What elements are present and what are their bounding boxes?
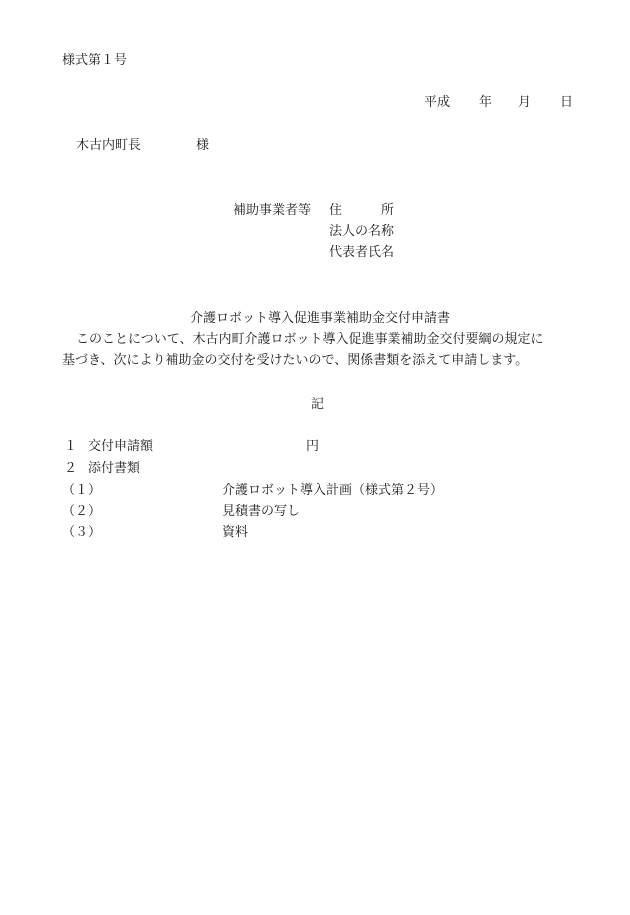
addressee-honorific: 様 bbox=[196, 138, 210, 153]
form-number: 様式第１号 bbox=[62, 53, 128, 68]
application-amount-label: 交付申請額 bbox=[88, 439, 154, 454]
date-day: 日 bbox=[560, 95, 574, 110]
attachment-text: 資料 bbox=[222, 525, 249, 540]
body-line-1: このことについて、木古内町介護ロボット導入促進事業補助金交付要綱の規定に bbox=[76, 332, 544, 347]
corporation-name-label: 法人の名称 bbox=[329, 224, 395, 239]
attachment-number: （３） bbox=[62, 525, 102, 540]
representative-name-label: 代表者氏名 bbox=[329, 245, 395, 260]
address-label: 住 所 bbox=[329, 203, 395, 218]
applicant-label: 補助事業者等 bbox=[233, 203, 312, 218]
attachment-text: 介護ロボット導入計画（様式第２号） bbox=[222, 483, 444, 498]
addressee-name: 木古内町長 bbox=[76, 138, 142, 153]
body-line-2: 基づき、次により補助金の交付を受けたいので、関係書類を添えて申請します。 bbox=[62, 353, 529, 368]
attachment-text: 見積書の写し bbox=[222, 504, 301, 519]
item-number: １ bbox=[64, 439, 78, 454]
date-era: 平成 bbox=[424, 95, 451, 110]
document-title: 介護ロボット導入促進事業補助金交付申請書 bbox=[190, 311, 451, 326]
item-number: ２ bbox=[64, 461, 78, 476]
date-year: 年 bbox=[479, 95, 493, 110]
date-month: 月 bbox=[518, 95, 532, 110]
attachment-number: （１） bbox=[62, 483, 102, 498]
attachment-number: （２） bbox=[62, 504, 102, 519]
ki-heading: 記 bbox=[311, 397, 325, 412]
amount-unit: 円 bbox=[306, 439, 320, 454]
attachments-label: 添付書類 bbox=[88, 461, 141, 476]
